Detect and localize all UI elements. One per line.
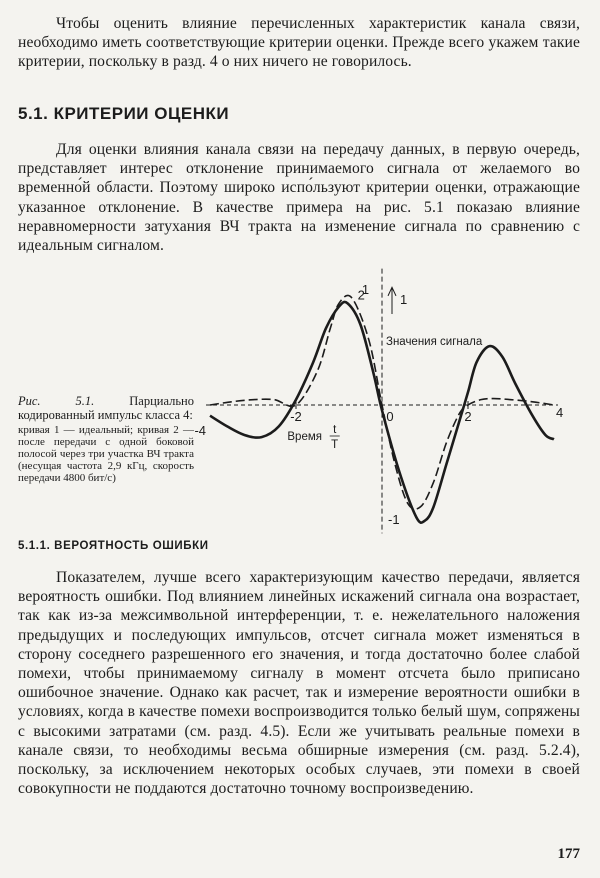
subsection-paragraph: Показателем, лучше всего характеризующим качество передачи, является вероятность ошибки. Под влиянием линейных искажений сигнала она возрастает, так как из-за межсимвольной интерференции, т. е. нежелательного наложения предыдущих и последующих импульсов, отсчет сигнала может изменяться в сторону соседнего разрешенного его значения, и тогда достаточно более слабой помехи, чтобы принимаемому сигналу в момент отсчета было приписано ошибочное значение. Однако как расчет, так и измерение вероятности ошибки в условиях, когда в качестве помехи воспроизводится только белый шум, сопряжены с высокими затратами (см. разд. 4.5). Если же учитывать реальные помехи в канале связи, то необходимы весьма обширные измерения (см. разд. 5.2.4), поскольку, за исключением некоторых особых случаев, эти помехи в своей совокупности не поддаются достаточно точному воспроизведению.: [18, 569, 580, 798]
x-tick-label: 0: [386, 409, 394, 424]
subsection-heading: 5.1.1. ВЕРОЯТНОСТЬ ОШИБКИ: [18, 540, 209, 552]
series-2-label: 2: [357, 287, 365, 303]
y-arrow-icon: [388, 287, 396, 314]
intro-paragraph: Чтобы оценить влияние перечисленных характеристик канала связи, необходимо иметь соответствующие критерии оценки. Прежде всего укажем такие критерии, поскольку в разд. 4 о них ничего не говорилось.: [18, 15, 580, 71]
x-axis-label: Время: [287, 431, 323, 443]
x-tick-label: -2: [290, 409, 302, 424]
x-tick-label: 2: [464, 409, 472, 424]
section-heading: 5.1. КРИТЕРИИ ОЦЕНКИ: [18, 104, 230, 123]
x-axis-label-numerator: t: [333, 424, 337, 436]
figure-caption-text: кривая 1 — идеальный; кривая 2 — после передачи с одной боковой полосой через три участка ВЧ тракта (несущая частота 2,9 кГц, скорость передачи 4800 бит/с): [18, 424, 194, 484]
page-number: 177: [557, 846, 580, 862]
figure-caption-label: Рис. 5.1.: [18, 394, 95, 408]
figure-caption-title-text: Парциально кодированный импульс класса 4:: [18, 394, 194, 422]
figure-caption-title: [18, 394, 194, 422]
series-1-label: 1: [361, 282, 370, 297]
section-paragraph: Для оценки влияния канала связи на передачу данных, в первую очередь, представляет интерес отклонение принимаемого сигнала от желаемого во временно́й области. Поэтому широко испо́льзуют критерии оценки, отражающие указанное отклонение. В качестве примера на рис. 5.1 показаю влияние неравномерности затухания ВЧ тракта на изменение сигнала по сравнению с идеальным сигналом.: [18, 141, 580, 255]
figure-caption: [18, 394, 194, 484]
y-tick-label: -1: [388, 512, 400, 527]
y-tick-label: 1: [400, 292, 408, 307]
x-tick-label: -4: [194, 423, 206, 438]
signal-chart: [196, 280, 566, 525]
x-axis-label-denominator: T: [331, 439, 339, 451]
y-axis-label: Значения сигнала: [386, 336, 483, 349]
x-tick-label: 4: [556, 405, 564, 420]
